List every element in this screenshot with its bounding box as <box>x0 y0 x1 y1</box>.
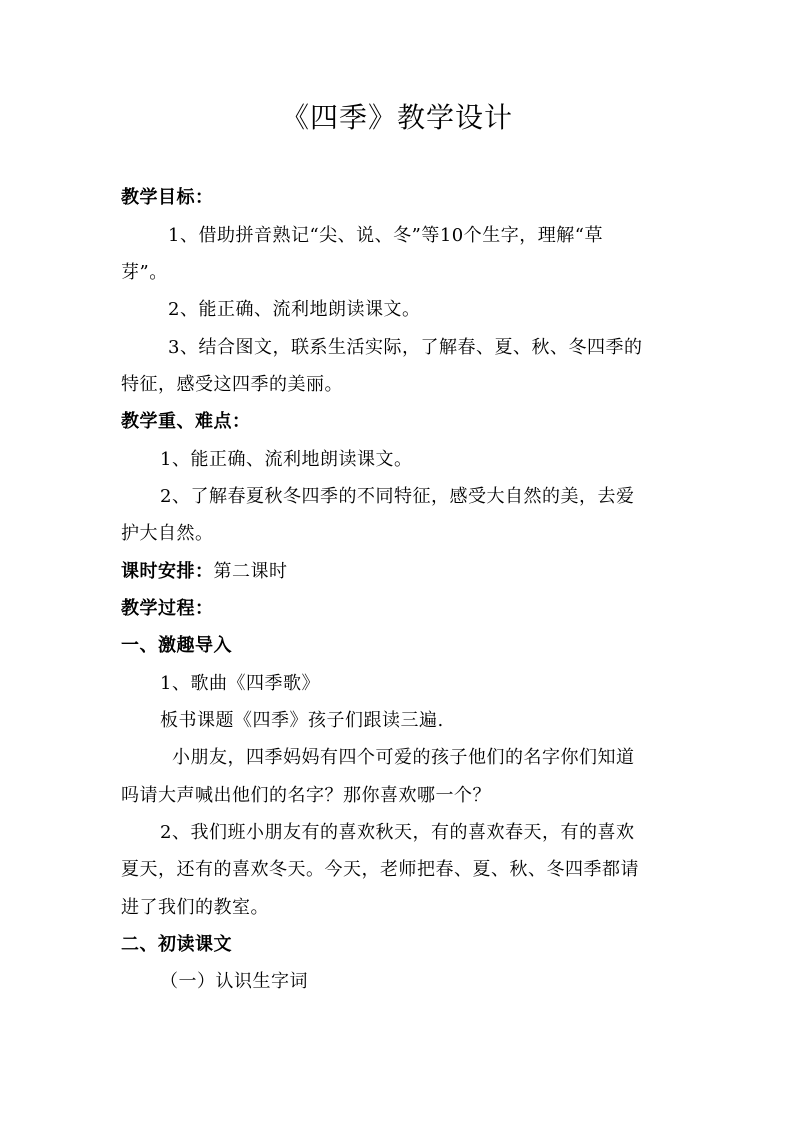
objective-3-line-1: 3、结合图文，联系生活实际，了解春、夏、秋、冬四季的 <box>168 337 643 358</box>
schedule-label: 课时安排： <box>121 561 214 582</box>
key-point-2-line-2: 护大自然。 <box>121 523 214 544</box>
section-1-item-2-line-1: 2、我们班小朋友有的喜欢秋天，有的喜欢春天，有的喜欢 <box>160 822 635 843</box>
section-1-item-1: 1、歌曲《四季歌》 <box>160 673 320 694</box>
schedule-line <box>121 560 681 584</box>
objective-1-line-2: 芽”。 <box>121 262 168 283</box>
schedule-value: 第二课时 <box>213 561 288 582</box>
key-points-heading: 教学重、难点： <box>121 411 251 432</box>
objective-2: 2、能正确、流利地朗读课文。 <box>168 299 421 320</box>
section-2-sub-1: （一）认识生字词 <box>160 971 308 992</box>
section-1-para-line-2: 吗请大声喊出他们的名字？那你喜欢哪一个？ <box>121 785 491 806</box>
document-title: 《四季》教学设计 <box>280 101 513 134</box>
section-1-item-2-line-3: 进了我们的教室。 <box>121 897 269 918</box>
section-1-board: 板书课题《四季》孩子们跟读三遍. <box>160 710 444 731</box>
section-1-heading: 一、激趣导入 <box>121 635 232 656</box>
objective-3-line-2: 特征，感受这四季的美丽。 <box>121 374 343 395</box>
process-heading: 教学过程： <box>121 598 214 619</box>
section-1-item-2-line-2: 夏天，还有的喜欢冬天。今天，老师把春、夏、秋、冬四季都请 <box>121 859 639 880</box>
section-1-para-line-1: 小朋友，四季妈妈有四个可爱的孩子他们的名字你们知道 <box>172 747 635 768</box>
objectives-heading: 教学目标： <box>121 187 214 208</box>
objective-1-line-1: 1、借助拼音熟记“尖、说、冬”等10个生字，理解“草 <box>168 225 603 246</box>
section-2-heading: 二、初读课文 <box>121 934 232 955</box>
key-point-2-line-1: 2、了解春夏秋冬四季的不同特征，感受大自然的美，去爱 <box>160 486 635 507</box>
key-point-1: 1、能正确、流利地朗读课文。 <box>160 449 413 470</box>
